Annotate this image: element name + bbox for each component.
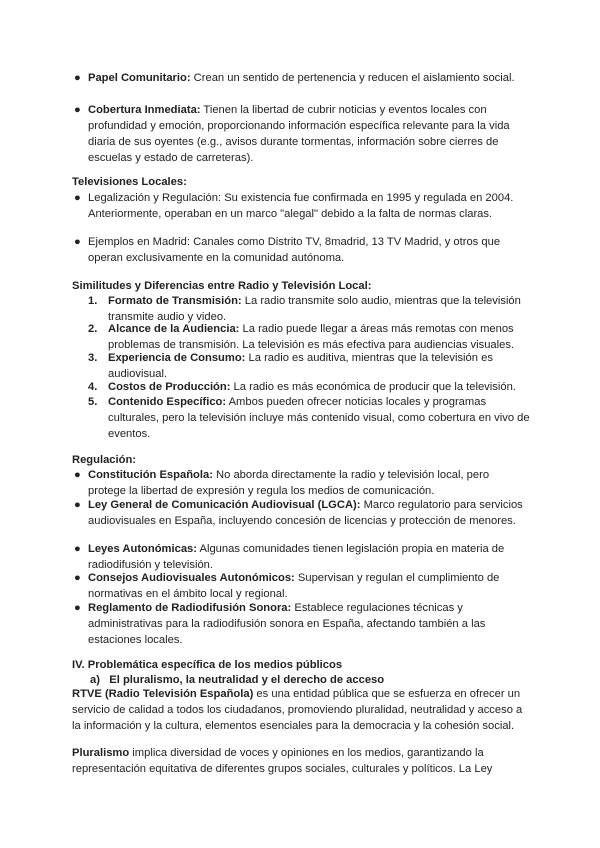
- section-heading: Televisiones Locales:: [72, 176, 187, 188]
- item-term: Alcance de la Audiencia:: [108, 323, 240, 335]
- list-item: [74, 102, 528, 166]
- bullet-icon: ●: [74, 572, 81, 584]
- section-heading: Regulación:: [72, 454, 137, 466]
- item-number: 3.: [88, 352, 98, 364]
- item-text: Algunas comunidades tienen legislación propia en materia de radiodifusión y televisión.: [88, 543, 505, 571]
- item-term: Costos de Producción:: [108, 381, 231, 393]
- bullet-icon: ●: [74, 236, 81, 248]
- item-term: Consejos Audiovisuales Autonómicos:: [88, 572, 295, 584]
- item-text: La radio puede llegar a áreas más remotas con menos problemas de transmisión. La televisión es más efectiva para audiencias visuales.: [108, 323, 515, 351]
- numbered-item: [88, 394, 538, 442]
- item-term: Reglamento de Radiodifusión Sonora:: [88, 602, 292, 614]
- section-heading: Similitudes y Diferencias entre Radio y Televisión Local:: [72, 280, 372, 292]
- item-term: Leyes Autonómicas:: [88, 543, 198, 555]
- item-term: Constitución Española:: [88, 469, 213, 481]
- numbered-item: [88, 350, 538, 382]
- rtve-paragraph: [72, 686, 532, 734]
- list-item: [74, 497, 528, 529]
- list-item: [74, 600, 528, 648]
- list-item: [74, 541, 528, 573]
- list-item: [74, 234, 528, 266]
- item-number: 1.: [88, 295, 98, 307]
- item-number: 5.: [88, 396, 98, 408]
- item-text: Tienen la libertad de cubrir noticias y eventos locales con profundidad y emoción, proporcionando información específica relevante para la vida diaria de sus oyentes (e.g., avisos durante tormentas, información sobre cierres de escuelas y estado de carreteras).: [88, 104, 510, 164]
- bullet-icon: ●: [74, 499, 81, 511]
- list-item: [74, 70, 528, 86]
- item-term: Formato de Transmisión:: [108, 295, 242, 307]
- list-item: [74, 190, 528, 222]
- item-text: La radio transmite solo audio, mientras que la televisión transmite audio y video.: [108, 295, 521, 323]
- item-text: Marco regulatorio para servicios audiovisuales en España, incluyendo concesión de licencias y protección de menores.: [88, 499, 523, 527]
- item-text: Supervisan y regulan el cumplimiento de normativas en el ámbito local y regional.: [88, 572, 500, 600]
- bullet-icon: ●: [74, 104, 81, 116]
- item-term: Experiencia de Consumo:: [108, 352, 246, 364]
- item-term: Papel Comunitario:: [88, 72, 191, 84]
- item-number: 4.: [88, 381, 98, 393]
- item-text: Ejemplos en Madrid: Canales como Distrito TV, 8madrid, 13 TV Madrid, y otros que operan exclusivamente en la comunidad autónoma.: [88, 236, 501, 264]
- pluralismo-paragraph: [72, 745, 532, 777]
- item-term: Contenido Específico:: [108, 396, 227, 408]
- bullet-icon: ●: [74, 192, 81, 204]
- item-text: Ambos pueden ofrecer noticias locales y programas culturales, pero la televisión incluye más contenido visual, como cobertura en vivo de eventos.: [108, 396, 530, 440]
- item-text: Crean un sentido de pertenencia y reducen el aislamiento social.: [190, 72, 515, 84]
- subsection-title: El pluralismo, la neutralidad y el derecho de acceso: [109, 674, 385, 686]
- paragraph-term: RTVE (Radio Televisión Española): [72, 688, 254, 700]
- item-term: Ley General de Comunicación Audiovisual (LGCA):: [88, 499, 361, 511]
- numbered-item: [88, 379, 538, 395]
- bullet-icon: ●: [74, 469, 81, 481]
- bullet-icon: ●: [74, 543, 81, 555]
- item-text: No aborda directamente la radio y televisión local, pero protege la libertad de expresión y regula los medios de comunicación.: [88, 469, 490, 497]
- list-item: [74, 570, 528, 602]
- item-text: La radio es más económica de producir que la televisión.: [230, 381, 516, 393]
- bullet-icon: ●: [74, 602, 81, 614]
- item-term: Cobertura Inmediata:: [88, 104, 201, 116]
- paragraph-text: implica diversidad de voces y opiniones en los medios, garantizando la representación equitativa de diferentes grupos sociales, culturales y políticos. La Ley: [72, 747, 493, 775]
- item-text: Establece regulaciones técnicas y administrativas para la radiodifusión sonora en España, afectando también a las estaciones locales.: [88, 602, 486, 646]
- item-text: Legalización y Regulación: Su existencia fue confirmada en 1995 y regulada en 2004. Anteriormente, operaban en un marco "alegal" debido a la falta de normas claras.: [88, 192, 514, 220]
- paragraph-term: Pluralismo: [72, 747, 130, 759]
- subsection-label: a): [90, 674, 100, 686]
- numbered-item: [88, 321, 538, 353]
- bullet-icon: ●: [74, 72, 81, 84]
- paragraph-text: es una entidad pública que se esfuerza en ofrecer un servicio de calidad a todos los ciudadanos, promoviendo pluralidad, neutralidad y acceso a la información y la cultura, elementos esenciales para la democracia y la cohesión social.: [72, 688, 523, 732]
- item-text: La radio es auditiva, mientras que la televisión es audiovisual.: [108, 352, 493, 380]
- section-iv-heading: IV. Problemática específica de los medios públicos: [72, 659, 343, 671]
- list-item: [74, 467, 528, 499]
- item-number: 2.: [88, 323, 98, 335]
